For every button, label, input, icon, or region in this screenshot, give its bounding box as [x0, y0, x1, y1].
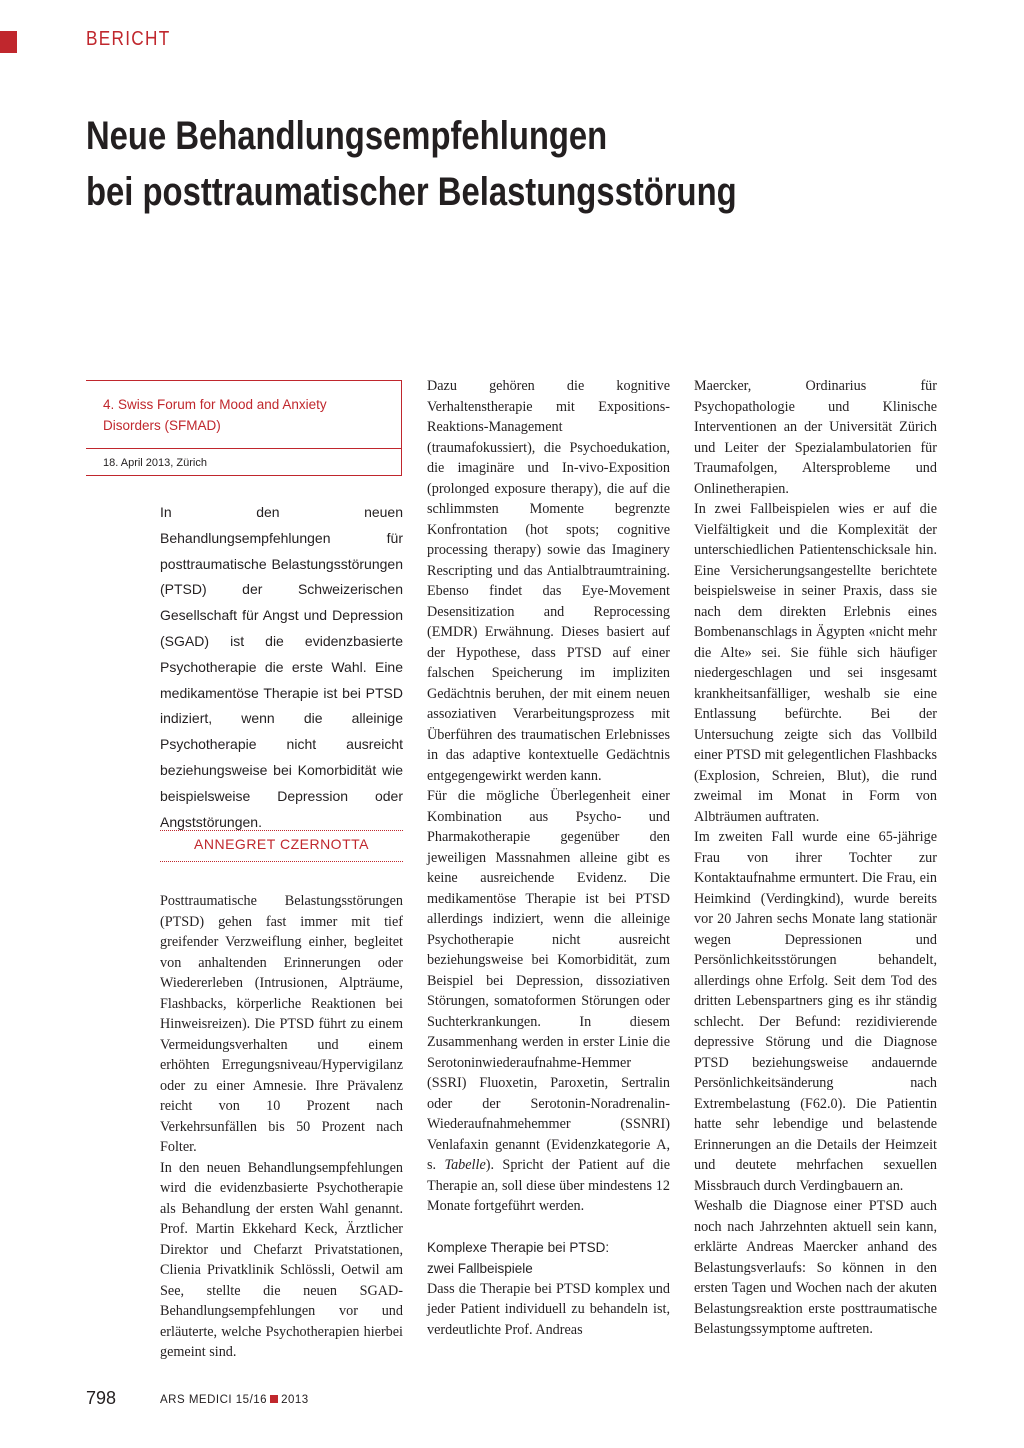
event-info-box	[86, 380, 402, 476]
publication-year: 2013	[281, 1394, 309, 1406]
body-paragraph: In zwei Fallbeispielen wies er auf die Vielfältigkeit und die Komplexität der unterschiedlichen Patientenschicksale hin. Eine Versicherungsangestellte berichtete beispielsweise in seiner Praxis, dass sie nach dem direkten Erlebnis eines Bombenanschlags in Ägypten «nicht mehr die Alte» sei. Sie fühle sich häufiger niedergeschlagen und sei insgesamt krankheitsanfälliger, weshalb sie eine Entlassung befürchte. Bei der Untersuchung zeigte sich das Vollbild einer PTSD mit gelegentlichen Flashbacks (Explosion, Schreien, Blut), die rund zweimal im Monat in Form von Albträumen auftraten.	[694, 501, 937, 825]
body-paragraph: Im zweiten Fall wurde eine 65-jährige Frau von ihrer Tochter zur Kontaktaufnahme ermuntert. Die Frau, ein Heimkind (Verdingkind), wurde bereits vor 20 Jahren sechs Monate lang stationär wegen Depressionen und Persönlichkeitsstörungen behandelt, allerdings ohne Erfolg. Seit dem Tod des dritten Lebenspartners ging es ihr ständig schlecht. Der Befund: rezidivierende depressive Störung und die Diagnose PTSD beziehungsweise andauernde Persönlichkeitsänderung nach Extrembelastung (F62.0). Die Patientin hatte sehr lebendige und belastende Erinnerungen an die Details der Heimzeit und deutete mehrfachen sexuellen Missbrauch durch Verdingbauern an.	[694, 829, 937, 1194]
body-paragraph	[427, 786, 670, 1217]
body-column-2	[427, 376, 670, 1340]
article-title-line-2: bei posttraumatischer Belastungsstörung	[86, 170, 737, 214]
section-label: BERICHT	[86, 28, 171, 50]
author-name: ANNEGRET CZERNOTTA	[194, 836, 369, 852]
body-paragraph: Dazu gehören die kognitive Verhaltenstherapie mit Expositions-Reaktions-Management (traumafokussiert), die Psychoedukation, die imaginäre und In-vivo-Exposition (prolonged exposure therapy), die auf die schlimmsten Momente begrenzte Konfrontation (hot spots; cognitive processing therapy) sowie das Imaginery Rescripting und das Antialbtraumtraining. Ebenso findet das Eye-Movement Desensitization and Reprocessing (EMDR) Erwähnung. Dieses basiert auf der Hypothese, dass PTSD auf einer falschen Speicherung im impliziten Gedächtnis beruhen, der mit einem neuen assoziativen Verarbeitungsprozess mit Überführen des traumatischen Erlebnisses in das adaptive kontextuelle Gedächtnis entgegengewirkt werden kann.	[427, 378, 670, 784]
table-reference: Tabelle	[444, 1157, 486, 1173]
article-title-line-1: Neue Behandlungsempfehlungen	[86, 114, 608, 158]
subheading-line-2: zwei Fallbeispiele	[427, 1260, 533, 1276]
body-text: Für die mögliche Überlegenheit einer Kombination aus Psycho- und Pharmakotherapie gegenüber den jeweiligen Massnahmen alleine gibt es keine ausreichende Evidenz. Die medikamentöse Therapie ist bei PTSD allerdings indiziert, wenn die alleinige Psychotherapie nicht ausreicht beziehungsweise bei Komorbidität, zum Beispiel bei Depression, dissoziativen Störungen, somatoformen Störungen oder Suchterkrankungen. In diesem Zusammenhang werden in erster Linie die Serotoninwiederaufnahme-Hemmer (SSRI) Fluoxetin, Paroxetin, Sertralin oder der Serotonin-Noradrenalin-Wiederaufnahmehemmer (SSNRI) Venlafaxin genannt (Evidenzkategorie A, s.	[427, 788, 670, 1173]
body-paragraph: Weshalb die Diagnose einer PTSD auch noch nach Jahrzehnten aktuell sein kann, erklärte Andreas Maercker anhand des Belastungsverlaufs: So können in den ersten Tagen und Wochen nach der akuten Belastungsreaktion erste posttraumatische Belastungssymptome auftreten.	[694, 1198, 937, 1337]
lead-paragraph: In den neuen Behandlungsempfehlungen für posttraumatische Belastungsstörungen (PTSD) der Schweizerischen Gesellschaft für Angst und Depression (SGAD) ist die evidenzbasierte Psychotherapie die erste Wahl. Eine medikamentöse Therapie ist bei PTSD indiziert, wenn die alleinige Psychotherapie nicht ausreicht beziehungsweise bei Komorbidität wie beispielsweise Depression oder Angststörungen.	[160, 504, 403, 830]
publication-info	[160, 1394, 309, 1406]
body-text: ). Spricht der Patient auf die Therapie an, soll diese über mindestens 12 Monate fortgeführt werden.	[427, 1157, 670, 1214]
event-date: 18. April 2013, Zürich	[86, 448, 401, 469]
author-divider-bottom	[160, 861, 403, 862]
body-paragraph: Maercker, Ordinarius für Psychopathologie und Klinische Interventionen an der Universität Zürich und Leiter der Spezialambulatorien für Traumafolgen, Altersprobleme und Onlinetherapien.	[694, 378, 937, 497]
event-name: 4. Swiss Forum for Mood and Anxiety Disorders (SFMAD)	[103, 397, 327, 433]
body-paragraph: In den neuen Behandlungsempfehlungen wird die evidenzbasierte Psychotherapie als Behandlung der ersten Wahl genannt. Prof. Martin Ekkehard Keck, Ärztlicher Direktor und Chefarzt Privatstationen, Clienia Privatklinik Schlössli, Oetwil am See, stellte die neuen SGAD-Behandlungsempfehlungen vor und erläuterte, welche Psychotherapien hierbei gemeint sind.	[160, 1159, 403, 1360]
body-column-3	[694, 376, 937, 1340]
separator-square-icon	[270, 1395, 278, 1403]
section-marker	[0, 31, 17, 53]
subheading-line-1: Komplexe Therapie bei PTSD:	[427, 1239, 610, 1255]
author-divider-top	[160, 830, 403, 831]
body-column-1	[160, 891, 403, 1363]
article-title	[86, 108, 824, 220]
page-number: 798	[86, 1388, 117, 1408]
body-paragraph: Posttraumatische Belastungsstörungen (PTSD) gehen fast immer mit tief greifender Verzweiflung einher, begleitet von anhaltenden Erinnerungen oder Wiedererleben (Intrusionen, Alpträume, Flashbacks, körperliche Reaktionen bei Hinweisreizen). Die PTSD führt zu einem Vermeidungsverhalten und einem erhöhten Erregungsniveau/Hypervigilanz oder zu einer Amnesie. Ihre Prävalenz reicht von 10 Prozent nach Verkehrsunfällen bis 50 Prozent nach Folter.	[160, 893, 403, 1155]
publication-name: ARS MEDICI 15/16	[160, 1394, 268, 1406]
body-paragraph: Dass die Therapie bei PTSD komplex und jeder Patient individuell zu behandeln ist, verdeutlichte Prof. Andreas	[427, 1280, 670, 1338]
section-subheading	[427, 1237, 670, 1279]
